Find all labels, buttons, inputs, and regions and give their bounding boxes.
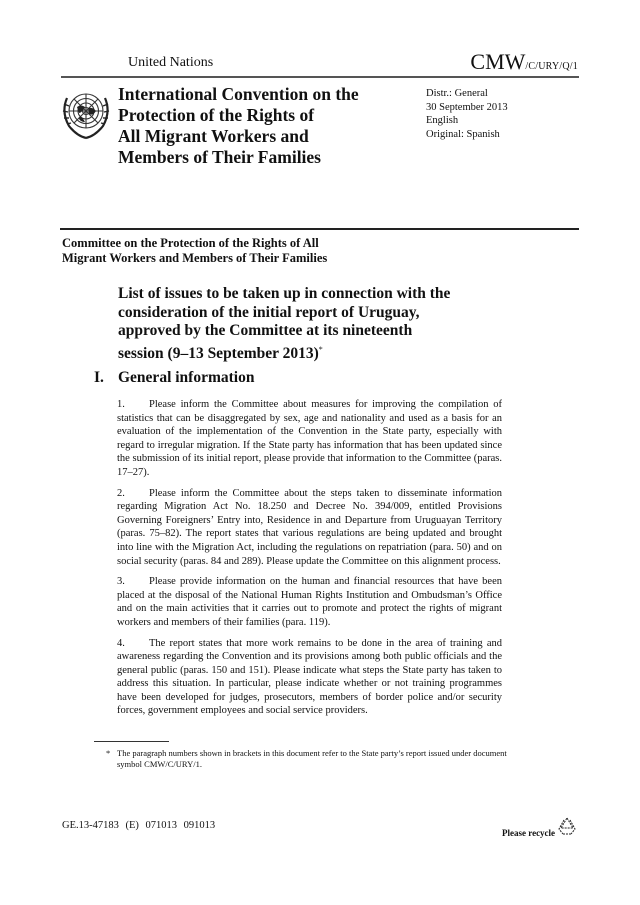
distribution-info <box>426 87 508 141</box>
paragraph-number: 1. <box>117 399 125 410</box>
footnote-text: The paragraph numbers shown in brackets in this document refer to the State party’s report issued under document symbol CMW/C/URY/1. <box>117 748 507 769</box>
section-heading <box>94 369 254 387</box>
header-rule <box>61 76 579 78</box>
paragraph <box>117 575 502 629</box>
paragraph-text: Please inform the Committee about measures for improving the compilation of statistics that can be disaggregated by sex, age and nationality and used as a basis for an evaluation of the implementation of the Convention in the State party, especially with regard to irregular migration. If the State party has information that has been updated since the submission of its initial report, please provide that information to the Committee (paras. 17–27). <box>117 399 502 478</box>
paragraph <box>117 487 502 569</box>
distr-status: Distr.: General <box>426 88 488 99</box>
title-line: List of issues to be taken up in connection with the <box>118 285 451 302</box>
recycle-icon <box>556 816 578 838</box>
language: English <box>426 115 459 126</box>
section-divider <box>60 228 579 230</box>
paragraph-number: 4. <box>117 637 125 649</box>
convention-title-line: International Convention on the <box>118 84 359 104</box>
footnote <box>106 748 517 770</box>
issue-date: 30 September 2013 <box>426 101 508 113</box>
organization-name: United Nations <box>128 55 214 70</box>
paragraph-text: Please provide information on the human and financial resources that have been placed at the disposal of the National Human Rights Institution and Ombudsman’s Office and on the main activities that it carries out to promote and protect the rights of migrant workers and members of their families (para. 119). <box>117 576 502 628</box>
paragraph-number: 3. <box>117 576 125 588</box>
document-title <box>118 285 478 363</box>
title-line: approved by the Committee at its nineteenth <box>118 322 413 339</box>
convention-title <box>118 84 408 168</box>
title-line: consideration of the initial report of Uruguay, <box>118 303 420 321</box>
title-line: session (9–13 September 2013) <box>118 344 319 362</box>
symbol-main: CMW <box>470 49 526 74</box>
paragraph-text: Please inform the Committee about the steps taken to disseminate information regarding Migration Act No. 18.250 and Decree No. 394/009, entitled Provisions Governing Foreigners’ Entry into, Residence in and Departure from Uruguayan Territory (paras. 75–82). The report states that various regulations are being updated and brought into line with the Migration Act, including the regulations on repatriation (para. 50) and on social security (paras. 84 and 289). Please update the Committee on this alignment process. <box>117 487 502 567</box>
footnote-marker: * <box>106 748 111 758</box>
paragraph-number: 2. <box>117 487 125 499</box>
section-title: General information <box>118 369 255 386</box>
paragraph-text: The report states that more work remains to be done in the area of training and awareness regarding the Convention and its provisions among both public officials and the general public (paras. 150 and 151). Please indicate what steps the State party has taken to address this situation. In particular, please indicate whether or not training programmes have been developed for judges, prosecutors, members of border police and/or security forces, government employees and social service providers. <box>117 637 502 717</box>
symbol-sub: /C/URY/Q/1 <box>525 61 578 72</box>
paragraph <box>117 637 502 719</box>
convention-title-line: All Migrant Workers and <box>118 126 309 146</box>
recycle-label: Please recycle <box>502 828 556 838</box>
paragraph-list <box>117 398 502 725</box>
un-emblem-icon <box>58 84 114 142</box>
paragraph <box>117 398 502 480</box>
job-number: GE.13-47183 (E) 071013 091013 <box>62 820 216 831</box>
original-language: Original: Spanish <box>426 128 500 140</box>
convention-title-line: Protection of the Rights of <box>118 105 315 125</box>
committee-line: Committee on the Protection of the Rights of All <box>62 236 319 250</box>
committee-line: Migrant Workers and Members of Their Families <box>62 251 328 265</box>
footnote-reference[interactable]: * <box>318 344 323 354</box>
committee-name <box>62 236 327 266</box>
section-number: I. <box>94 369 104 386</box>
footnote-separator <box>94 741 169 742</box>
convention-title-line: Members of Their Families <box>118 147 321 167</box>
document-symbol <box>470 51 578 78</box>
recycle-notice <box>502 816 578 838</box>
